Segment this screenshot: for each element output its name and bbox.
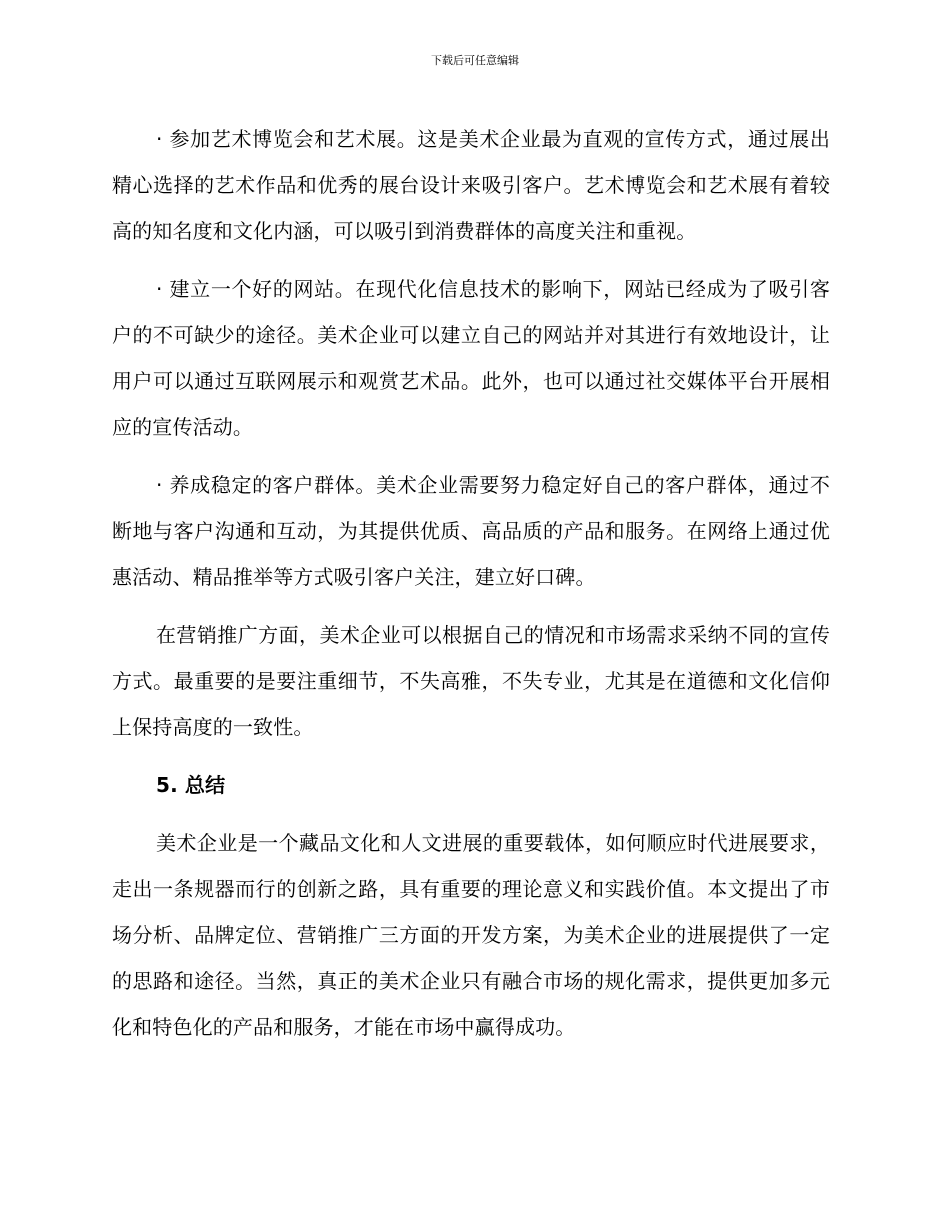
paragraph-art-fairs: · 参加艺术博览会和艺术展。这是美术企业最为直观的宣传方式，通过展出精心选择的艺术作品和优秀的展台设计来吸引客户。艺术博览会和艺术展有着较高的知名度和文化内涵，可以吸引到消费群体的高度关注和重视。	[112, 127, 830, 243]
section-heading-summary: 5. 总结	[156, 773, 226, 797]
paragraph-marketing-summary: 在营销推广方面，美术企业可以根据自己的情况和市场需求采纳不同的宣传方式。最重要的是要注重细节，不失高雅，不失专业，尤其是在道德和文化信仰上保持高度的一致性。	[112, 623, 830, 739]
page-header: 下载后可任意编辑	[431, 54, 519, 67]
paragraph-conclusion: 美术企业是一个藏品文化和人文进展的重要载体，如何顺应时代进展要求，走出一条规器而行的创新之路，具有重要的理论意义和实践价值。本文提出了市场分析、品牌定位、营销推广三方面的开发方案，为美术企业的进展提供了一定的思路和途径。当然，真正的美术企业只有融合市场的规化需求，提供更加多元化和特色化的产品和服务，才能在市场中赢得成功。	[112, 831, 830, 1039]
document-body	[112, 116, 830, 1062]
paragraph-customer-base: · 养成稳定的客户群体。美术企业需要努力稳定好自己的客户群体，通过不断地与客户沟通和互动，为其提供优质、高品质的产品和服务。在网络上通过优惠活动、精品推举等方式吸引客户关注，建立好口碑。	[112, 473, 830, 589]
paragraph-website: · 建立一个好的网站。在现代化信息技术的影响下，网站已经成为了吸引客户的不可缺少的途径。美术企业可以建立自己的网站并对其进行有效地设计，让用户可以通过互联网展示和观赏艺术品。此外，也可以通过社交媒体平台开展相应的宣传活动。	[112, 277, 830, 439]
